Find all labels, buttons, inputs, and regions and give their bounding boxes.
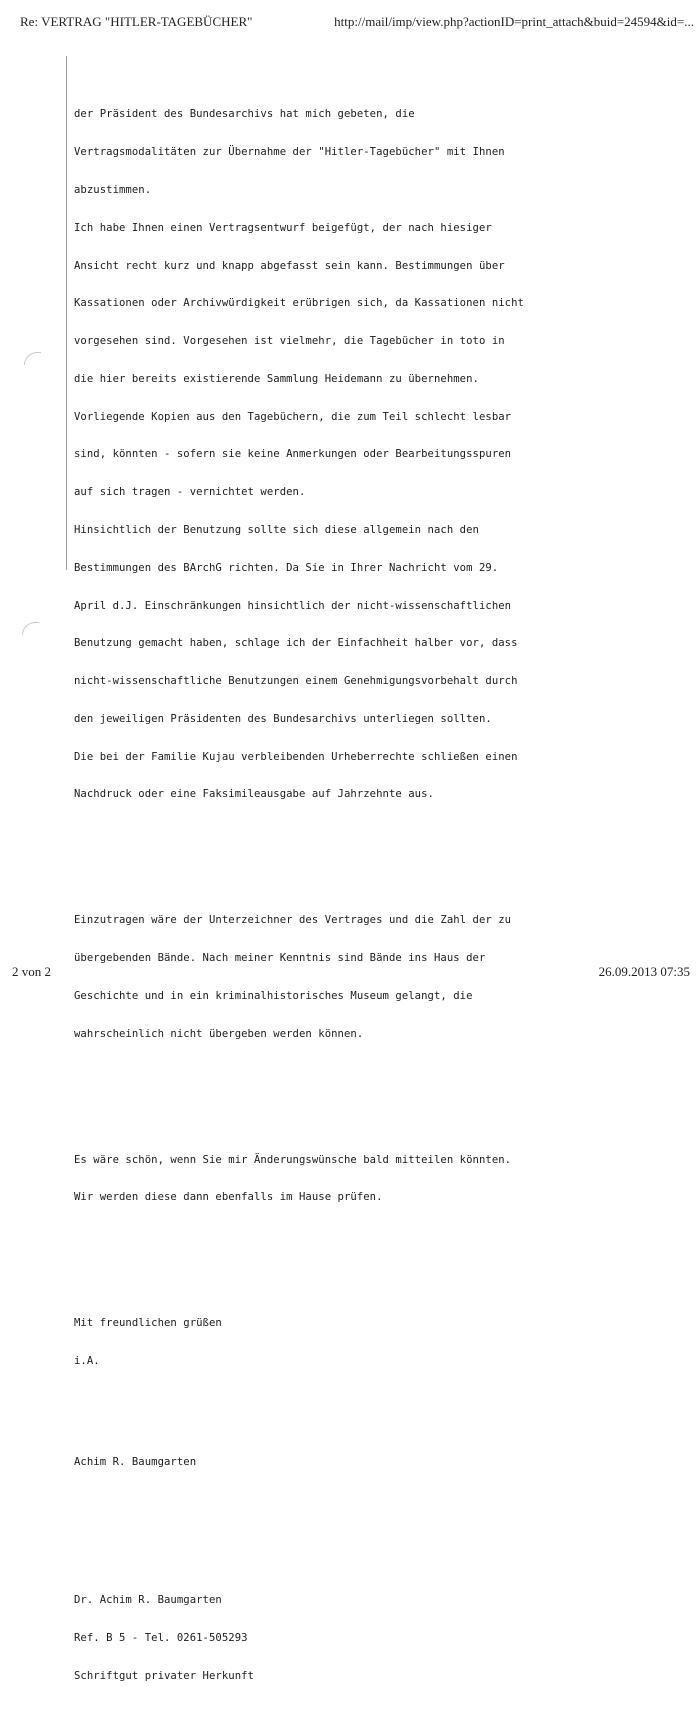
signature-name: Achim R. Baumgarten: [74, 1455, 197, 1468]
text-line: die hier bereits existierende Sammlung Heidemann zu übernehmen.: [74, 372, 479, 385]
signature-block: [74, 1569, 674, 1708]
text-line: Einzutragen wäre der Unterzeichner des Vertrages und die Zahl der zu: [74, 914, 512, 927]
text-line: übergebenden Bände. Nach meiner Kenntnis sind Bände ins Haus der: [74, 952, 486, 965]
text-line: nicht-wissenschaftliche Benutzungen einem Genehmigungsvorbehalt durch: [74, 675, 518, 688]
punch-hole-mark: [22, 622, 39, 635]
text-line: Bestimmungen des BArchG richten. Da Sie in Ihrer Nachricht vom 29.: [74, 561, 499, 574]
text-line: vorgesehen sind. Vorgesehen ist vielmehr, die Tagebücher in toto in: [74, 335, 505, 348]
text-line: Nachdruck oder eine Faksimileausgabe auf Jahrzehnte aus.: [74, 788, 434, 801]
page-number: 2 von 2: [12, 964, 51, 979]
signature-spacer: [74, 1494, 674, 1544]
closing: [74, 1292, 674, 1393]
text-line: Wir werden diese dann ebenfalls im Hause prüfen.: [74, 1191, 383, 1204]
text-line: i.A.: [74, 1355, 100, 1368]
print-header: [20, 14, 694, 34]
letter-body: [74, 58, 674, 1720]
text-line: Kassationen oder Archivwürdigkeit erübrigen sich, da Kassationen nicht: [74, 297, 524, 310]
text-line: Benutzung gemacht haben, schlage ich der Einfachheit halber vor, dass: [74, 637, 518, 650]
text-line: Mit freundlichen grüßen: [74, 1317, 222, 1330]
paragraph-spacer: [74, 1091, 674, 1104]
text-line: Es wäre schön, wenn Sie mir Änderungswünsche bald mitteilen könnten.: [74, 1153, 512, 1166]
paragraph-spacer: [74, 851, 674, 864]
text-line: Ansicht recht kurz und knapp abgefasst sein kann. Bestimmungen über: [74, 259, 505, 272]
punch-hole-mark: [24, 352, 41, 365]
text-line: der Präsident des Bundesarchivs hat mich gebeten, die: [74, 108, 415, 121]
paragraph-spacer: [74, 1418, 674, 1431]
document-title: Re: VERTRAG "HITLER-TAGEBÜCHER": [20, 14, 253, 29]
paragraph-spacer: [74, 1254, 674, 1267]
text-line: Die bei der Familie Kujau verbleibenden Urheberrechte schließen einen: [74, 750, 518, 763]
text-line: Vertragsmodalitäten zur Übernahme der "Hitler-Tagebücher" mit Ihnen: [74, 146, 505, 159]
text-line: Ref. B 5 - Tel. 0261-505293: [74, 1631, 248, 1644]
text-line: Ich habe Ihnen einen Vertragsentwurf beigefügt, der nach hiesiger: [74, 221, 492, 234]
text-line: Hinsichtlich der Benutzung sollte sich diese allgemein nach den: [74, 523, 479, 536]
text-line: abzustimmen.: [74, 183, 152, 196]
text-line: sind, könnten - sofern sie keine Anmerkungen oder Bearbeitungsspuren: [74, 448, 512, 461]
print-datetime: 26.09.2013 07:35: [598, 964, 690, 979]
text-line: April d.J. Einschränkungen hinsichtlich der nicht-wissenschaftlichen: [74, 599, 512, 612]
document-url: http://mail/imp/view.php?actionID=print_attach&buid=24594&id=...: [334, 14, 694, 29]
text-line: auf sich tragen - vernichtet werden.: [74, 486, 306, 499]
text-line: den jeweiligen Präsidenten des Bundesarchivs unterliegen sollten.: [74, 712, 492, 725]
text-line: Geschichte und in ein kriminalhistorisches Museum gelangt, die: [74, 989, 473, 1002]
text-line: wahrscheinlich nicht übergeben werden können.: [74, 1027, 364, 1040]
paragraph-1: [74, 83, 674, 826]
text-line: Schriftgut privater Herkunft: [74, 1669, 254, 1682]
text-line: Dr. Achim R. Baumgarten: [74, 1594, 222, 1607]
paragraph-3: [74, 1128, 674, 1229]
text-line: Vorliegende Kopien aus den Tagebüchern, die zum Teil schlecht lesbar: [74, 410, 512, 423]
quote-margin-rule: [66, 56, 67, 570]
print-footer: [12, 962, 690, 980]
